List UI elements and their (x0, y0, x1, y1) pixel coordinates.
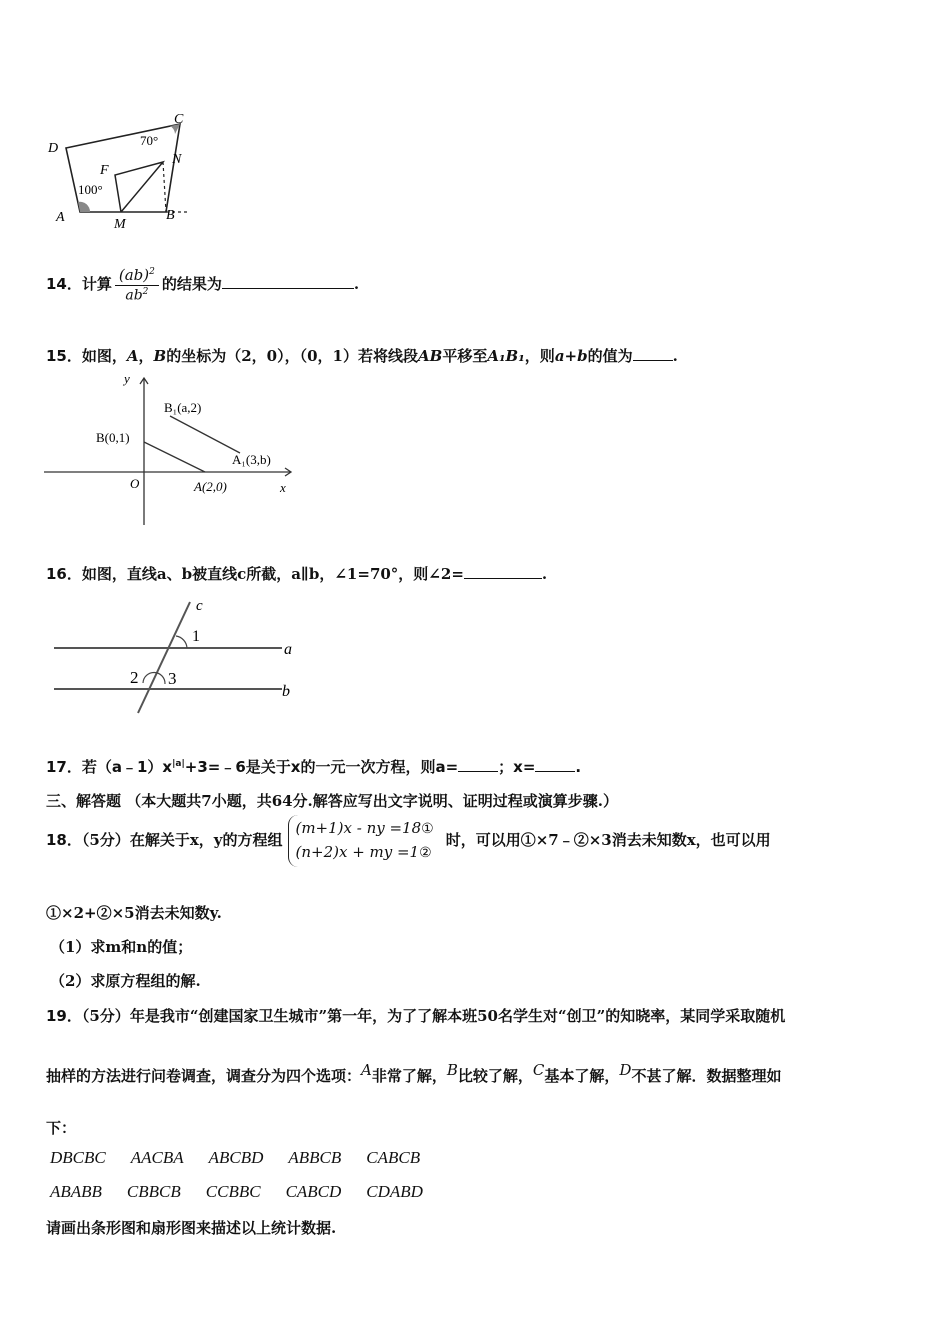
text: A (126, 347, 139, 365)
label-c: C (174, 112, 184, 127)
text: A₁B₁ (487, 347, 525, 365)
angle-1-arc (176, 636, 187, 648)
question-19 (46, 1005, 785, 1026)
text: a+b (554, 347, 588, 365)
equation-1-mark: ① (421, 821, 434, 837)
equation-system (288, 815, 439, 867)
angle-c-label: 70° (140, 133, 159, 148)
point-a1-label: A₁(3,b) (232, 452, 271, 467)
point-b1-label: B₁(a,2) (164, 400, 202, 415)
question-number: 18． (46, 831, 82, 849)
data-cell: CABCD (285, 1182, 342, 1201)
score: （5分） (81, 831, 130, 849)
data-cell: CABCB (366, 1148, 421, 1167)
question-19-final: 请画出条形图和扇形图来描述以上统计数据. (46, 1219, 337, 1237)
option-b-text: 比较了解， (457, 1067, 533, 1085)
fraction-numerator: (ab) (118, 266, 150, 284)
point-b-label: B(0,1) (96, 430, 130, 445)
question-15 (46, 345, 678, 366)
fraction (115, 266, 159, 304)
equation-1-text: (m+1)x - ny =18 (295, 819, 422, 837)
question-number: 14． (46, 274, 82, 293)
equation-1 (295, 817, 433, 841)
text: ，则 (524, 347, 555, 365)
option-d: D (619, 1061, 632, 1079)
data-cell: DBCBC (50, 1148, 106, 1167)
question-16-text: 如图，直线a、b被直线c所截，a∥b，∠1=70°，则∠2= (81, 565, 464, 583)
numerator-exponent: 2 (149, 267, 155, 277)
line-c-label: c (196, 598, 203, 614)
angle-3-label: 3 (168, 669, 177, 688)
question-18-sub2: （2）求原方程组的解. (50, 972, 201, 990)
line-b-label: b (282, 683, 290, 700)
question-18 (46, 815, 771, 867)
data-row-2 (50, 1182, 448, 1202)
denominator-exponent: 2 (142, 287, 149, 297)
question-18-sub1: （1）求m和n的值； (50, 938, 193, 956)
text: B (153, 347, 167, 365)
segment-ab (144, 442, 205, 472)
angle-2-label: 2 (130, 668, 139, 687)
label-n: N (172, 152, 182, 167)
exponent: |a| (172, 759, 185, 769)
equation-2-text: (n+2)x + my =1 (295, 843, 420, 861)
section-heading (46, 790, 618, 811)
label-f: F (100, 163, 109, 178)
text: 的值为 (587, 347, 633, 365)
data-cell: ABBCB (288, 1148, 342, 1167)
quadrilateral-outline (66, 124, 180, 212)
question-number: 16． (46, 565, 82, 583)
quadrilateral-figure (42, 108, 202, 238)
question-18-text-b: 时，可以用①×7﹣②×3消去未知数x，也可以用 (445, 831, 771, 849)
coordinate-figure (42, 370, 302, 530)
text: ， (138, 347, 154, 365)
point-a-label: A(2,0) (194, 479, 227, 494)
segment-a1b1 (170, 416, 240, 453)
y-axis-label: y (124, 371, 130, 386)
option-c-text: 基本了解， (544, 1067, 620, 1085)
data-cell: AACBA (130, 1148, 184, 1167)
option-c: C (532, 1061, 545, 1079)
label-m: M (114, 217, 126, 232)
question-19-line1: 年是我市“创建国家卫生城市”第一年，为了了解本班50名学生对“创卫”的知晓率，某同学采取随机 (129, 1007, 786, 1025)
line-a-label: a (284, 641, 292, 658)
question-17-text-a: 若（a﹣1）x (81, 758, 173, 776)
text: 平移至 (442, 347, 488, 365)
data-cell: CBBCB (126, 1182, 181, 1201)
data-cell: ABCBD (208, 1148, 264, 1167)
label-d: D (48, 141, 59, 156)
text: 如图， (81, 347, 127, 365)
data-cell: CCBBC (205, 1182, 261, 1201)
origin-label: O (130, 476, 140, 491)
angle-1-label: 1 (192, 628, 200, 645)
answer-blank-x[interactable] (535, 757, 575, 772)
fold-triangle (115, 162, 163, 212)
question-18-text-a: 在解关于x，y的方程组 (129, 831, 283, 849)
label-b: B (166, 208, 175, 223)
question-14 (46, 266, 359, 304)
option-b: B (446, 1061, 458, 1079)
data-cell: ABABB (50, 1182, 102, 1201)
dashed-line-right (163, 162, 166, 212)
label-a: A (56, 210, 65, 225)
score: （5分） (81, 1007, 130, 1025)
section-title: 三、解答题 (46, 792, 122, 810)
x-axis-label: x (280, 480, 286, 495)
answer-blank[interactable] (222, 274, 354, 289)
equation-2 (295, 841, 433, 865)
fraction-denominator: ab (125, 287, 143, 304)
question-14-prefix: 计算 (81, 274, 112, 293)
line-c (138, 602, 190, 713)
question-18-line2: ①×2+②×5消去未知数y. (46, 904, 222, 922)
text: 的坐标为（2，0），（0，1）若将线段 (166, 347, 418, 365)
data-cell: CDABD (366, 1182, 423, 1201)
question-19-line2-text: 抽样的方法进行问卷调查，调查分为四个选项： (46, 1067, 362, 1085)
section-note: （本大题共7小题，共64分.解答应写出文字说明、证明过程或演算步骤.） (126, 792, 619, 810)
angle-a-marker (78, 202, 90, 212)
question-19-line2 (46, 1061, 781, 1086)
option-a-text: 非常了解， (371, 1067, 447, 1085)
question-19-line3: 下： (46, 1119, 77, 1137)
question-16 (46, 563, 547, 584)
question-end: . (353, 274, 360, 293)
question-end: . (575, 758, 582, 776)
question-number: 19． (46, 1007, 82, 1025)
question-17 (46, 756, 581, 777)
question-17-text-b: +3=﹣6是关于x的一元一次方程，则a= (184, 758, 459, 776)
data-row-1 (50, 1148, 445, 1168)
question-17-separator: ；x= (498, 758, 536, 776)
question-end: . (672, 347, 678, 365)
parallel-lines-figure (50, 596, 310, 721)
equation-2-mark: ② (419, 845, 432, 861)
question-end: . (541, 565, 548, 583)
option-d-text: 不甚了解．数据整理如 (631, 1067, 782, 1085)
option-a: A (361, 1061, 372, 1079)
question-14-suffix: 的结果为 (161, 274, 222, 293)
angle-a-label: 100° (78, 182, 103, 197)
question-number: 15． (46, 347, 82, 365)
question-number: 17． (46, 758, 82, 776)
text: AB (417, 347, 443, 365)
answer-blank[interactable] (464, 564, 542, 579)
answer-blank[interactable] (633, 346, 673, 361)
answer-blank-a[interactable] (458, 757, 498, 772)
